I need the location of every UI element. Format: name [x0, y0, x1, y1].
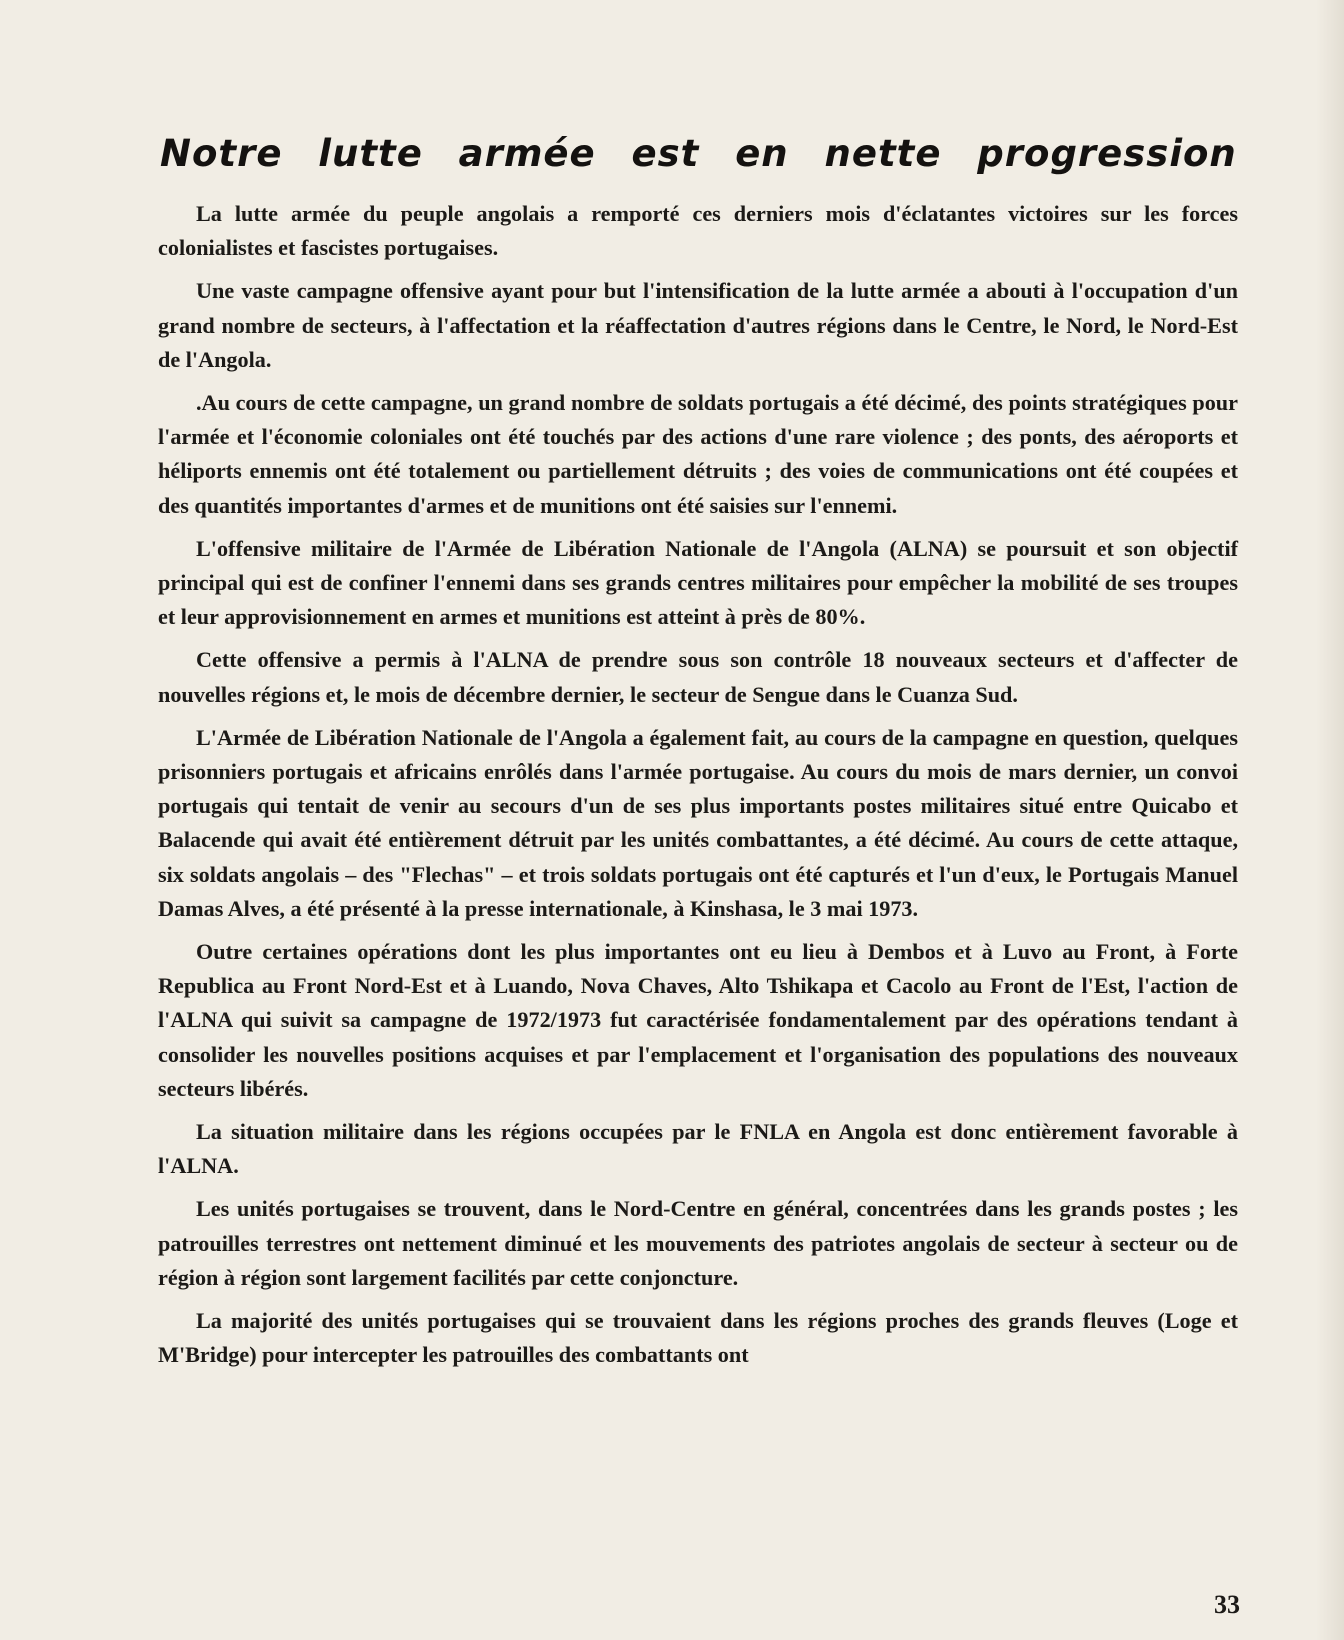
article-title: Notre lutte armée est en nette progression: [160, 132, 1237, 175]
paragraph-8: La situation militaire dans les régions occupées par le FNLA en Angola est donc entièrement favorable à l'ALNA.: [158, 1119, 1238, 1179]
paragraph-7: Outre certaines opérations dont les plus importantes ont eu lieu à Dembos et à Luvo au Front, à Forte Republica au Front Nord-Est et à Luando, Nova Chaves, Alto Tshikapa et Cacolo au Front de l'Est, l'action de l'ALNA qui suivit sa campagne de 1972/1973 fut caractérisée fondamentalement par des opérations tendant à consolider les nouvelles positions acquises et par l'emplacement et l'organisation des populations des nouveaux secteurs libérés.: [158, 939, 1238, 1101]
article-body: [158, 197, 1238, 1382]
paragraph-4: L'offensive militaire de l'Armée de Libération Nationale de l'Angola (ALNA) se poursuit et son objectif principal qui est de confiner l'ennemi dans ses grands centres militaires pour empêcher la mobilité de ses troupes et leur approvisionnement en armes et munitions est atteint à près de 80%.: [158, 535, 1238, 630]
paragraph-2: Une vaste campagne offensive ayant pour but l'intensification de la lutte armée a abouti à l'occupation d'un grand nombre de secteurs, à l'affectation et la réaffectation d'autres régions dans le Centre, le Nord, le Nord-Est de l'Angola.: [158, 278, 1238, 372]
paragraph-5: Cette offensive a permis à l'ALNA de prendre sous son contrôle 18 nouveaux secteurs et d'affecter de nouvelles régions et, le mois de décembre dernier, le secteur de Sengue dans le Cuanza Sud.: [158, 647, 1238, 707]
paragraph-9: Les unités portugaises se trouvent, dans le Nord-Centre en général, concentrées dans les grands postes ; les patrouilles terrestres ont nettement diminué et les mouvements des patriotes angolais de secteur à secteur ou de région à région sont largement facilités par cette conjoncture.: [158, 1196, 1238, 1290]
paragraph-6: L'Armée de Libération Nationale de l'Angola a également fait, au cours de la campagne en question, quelques prisonniers portugais et africains enrôlés dans l'armée portugaise. Au cours du mois de mars dernier, un convoi portugais qui tentait de venir au secours d'un de ses plus importants postes militaires situé entre Quicabo et Balacende qui avait été entièrement détruit par les unités combattantes, a été décimé. Au cours de cette attaque, six soldats angolais – des "Flechas" – et trois soldats portugais ont été capturés et l'un d'eux, le Portugais Manuel Damas Alves, a été présenté à la presse internationale, à Kinshasa, le 3 mai 1973.: [158, 724, 1238, 921]
paragraph-1: La lutte armée du peuple angolais a remporté ces derniers mois d'éclatantes victoires sur les forces colonialistes et fascistes portugaises.: [158, 201, 1238, 261]
paragraph-3: .Au cours de cette campagne, un grand nombre de soldats portugais a été décimé, des points stratégiques pour l'armée et l'économie coloniales ont été touchés par des actions d'une rare violence ; des ponts, des aéroports et héliports ennemis ont été totalement ou partiellement détruits ; des voies de communications ont été coupées et des quantités importantes d'armes et de munitions ont été saisies sur l'ennemi.: [158, 390, 1238, 518]
page-number: 33: [1214, 1590, 1240, 1619]
paper-edge: [1316, 0, 1344, 1640]
paragraph-10: La majorité des unités portugaises qui se trouvaient dans les régions proches des grands fleuves (Loge et M'Bridge) pour intercepter les patrouilles des combattants ont: [158, 1308, 1238, 1368]
